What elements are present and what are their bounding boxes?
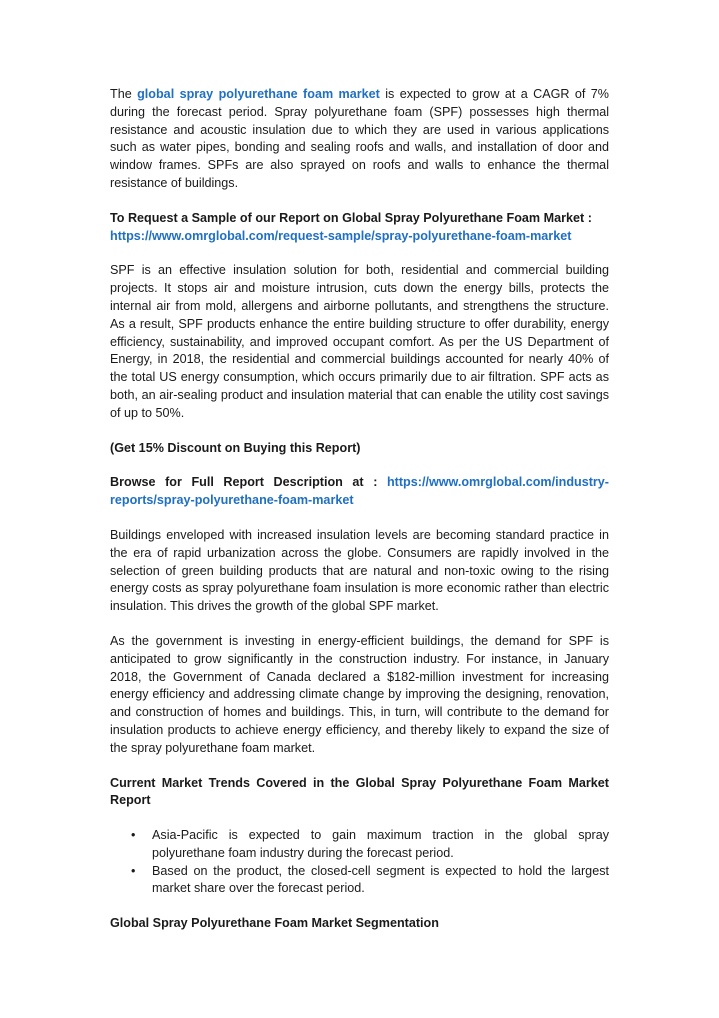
browse-label: Browse for Full Report Description at : <box>110 475 387 490</box>
bullet-icon: • <box>131 863 136 878</box>
sample-request-link[interactable]: https://www.omrglobal.com/request-sample/spray-polyurethane-foam-market <box>110 228 572 243</box>
trend-text: Asia-Pacific is expected to gain maximum traction in the global spray polyurethane foam industry during the forecast period. <box>152 828 609 860</box>
sample-report-name: Global Spray Polyurethane Foam Market : <box>342 210 592 225</box>
intro-paragraph <box>110 86 609 193</box>
trends-heading: Current Market Trends Covered in the Global Spray Polyurethane Foam Market Report <box>110 775 609 808</box>
spf-paragraph: SPF is an effective insulation solution for both, residential and commercial building projects. It stops air and moisture intrusion, cuts down the energy bills, protects the internal air from mold, allergens and airborne pollutants, and strengthens the structure. As a result, SPF products enhance the entire building structure to offer durability, energy efficiency, sustainability, and improved occupant comfort. As per the US Department of Energy, in 2018, the residential and commercial buildings accounted for nearly 40% of the total US energy consumption, which occurs primarily due to air filtration. SPF acts as both, an air-sealing product and insulation material that can enable the utility cost savings of up to 50%. <box>110 263 609 420</box>
intro-prefix: The <box>110 87 138 101</box>
discount-text: (Get 15% Discount on Buying this Report) <box>110 440 361 455</box>
sample-request-label: To Request a Sample of our Report on <box>110 210 343 225</box>
browse-link[interactable]: https://www.omrglobal.com/industry-reports/spray-polyurethane-foam-market <box>110 475 609 508</box>
browse-paragraph <box>110 474 609 510</box>
segmentation-heading: Global Spray Polyurethane Foam Market Segmentation <box>110 916 439 931</box>
list-item <box>131 827 609 863</box>
market-link[interactable]: global spray polyurethane foam market <box>137 87 380 101</box>
bullet-icon: • <box>131 828 136 843</box>
trends-list <box>110 827 609 898</box>
intro-text: is expected to grow at a CAGR of 7% during the forecast period. Spray polyurethane foam (SPF) possesses high thermal resistance and acoustic insulation due to which they are used in various applications such as water pipes, bonding and sealing roofs and walls, and installation of door and window frames. SPFs are also sprayed on roofs and walls to enhance the thermal resistance of buildings. <box>110 87 609 190</box>
sample-request-paragraph <box>110 210 609 246</box>
government-paragraph: As the government is investing in energy-efficient buildings, the demand for SPF is anticipated to grow significantly in the construction industry. For instance, in January 2018, the Government of Canada declared a $182-million investment for increasing energy efficiency and addressing climate change by improving the designing, renovation, and construction of homes and buildings. This, in turn, will contribute to the demand for insulation products to achieve energy efficiency, and thereby likely to expand the size of the spray polyurethane foam market. <box>110 633 609 755</box>
list-item <box>131 863 609 899</box>
buildings-paragraph: Buildings enveloped with increased insulation levels are becoming standard practice in the era of rapid urbanization across the globe. Consumers are rapidly involved in the selection of green building products that are natural and non-toxic owing to the rising energy costs as spray polyurethane foam insulation is more economic rather than electric insulation. This drives the growth of the global SPF market. <box>110 527 609 614</box>
trend-text: Based on the product, the closed-cell segment is expected to hold the largest market share over the forecast period. <box>152 863 609 896</box>
